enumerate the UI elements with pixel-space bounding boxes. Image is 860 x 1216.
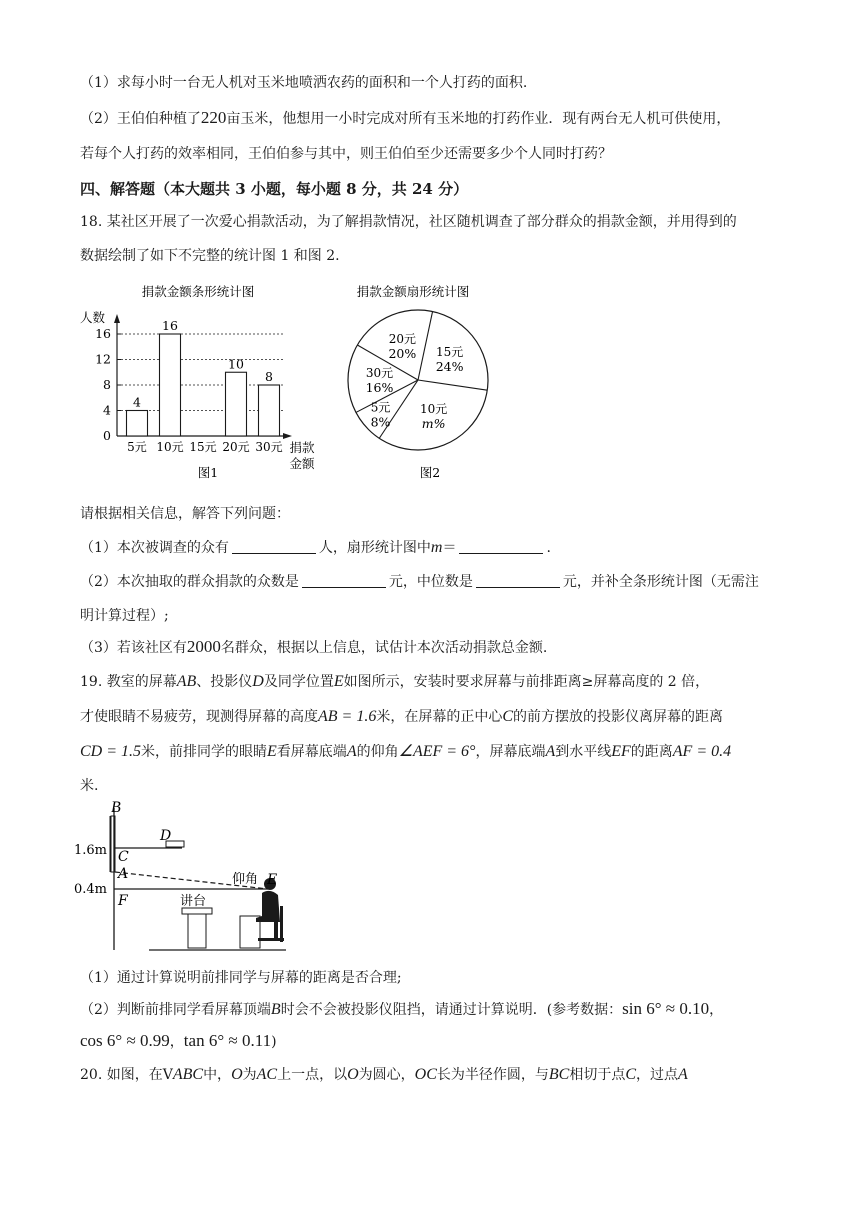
pie-chart-title: 捐款金额扇形统计图: [356, 284, 470, 299]
answer-blank[interactable]: [476, 573, 560, 588]
pie-slice-name: 20元: [388, 331, 416, 346]
y-tick-label: 4: [103, 402, 111, 418]
bar: [160, 334, 181, 436]
label-b: B: [111, 799, 121, 816]
q17-part2-cont: 若每个人打药的效率相同，王伯伯参与其中，则王伯伯至少还需要多少个人同时打药？: [80, 146, 612, 162]
bar-data-label: 16: [162, 318, 178, 333]
x-tick-label: 5元: [127, 440, 147, 454]
bar-data-label: 8: [265, 369, 273, 384]
q19-line3: CD = 1.5米，前排同学的眼睛E看屏幕底端A的仰角∠AEF = 6°，屏幕底端A到水平线EF的距离AF = 0.4: [80, 743, 732, 760]
bar: [226, 372, 247, 436]
q17-part2: （2）王伯伯种植了220亩玉米，他想用一小时完成对所有玉米地的打药作业．现有两台无人机可供使用，: [80, 108, 731, 127]
q19-line1: 19. 教室的屏幕AB、投影仪D及同学位置E如图所示，安装时要求屏幕与前排距离≥屏幕高度的 2 倍，: [80, 673, 710, 690]
q18-sub2-cont: 明计算过程）;: [80, 608, 169, 624]
y-tick-label: 16: [95, 326, 111, 341]
q19-sub2-cont: cos 6° ≈ 0.99，tan 6° ≈ 0.11): [80, 1031, 277, 1050]
pie-slice-percent: 20%: [388, 345, 417, 361]
bar-chart-xlabel-1: 捐款: [289, 440, 315, 455]
label-e: E: [267, 872, 278, 888]
pie-slice-name: 30元: [365, 366, 394, 381]
answer-blank[interactable]: [232, 539, 316, 554]
x-axis-arrow: [283, 433, 292, 439]
bar-chart-title: 捐款金额条形统计图: [141, 284, 255, 299]
label-height-1-6: 1.6m: [74, 843, 108, 858]
bar-chart-xlabel-2: 金额: [289, 456, 315, 471]
q18-sub3: （3）若该社区有2000名群众，根据以上信息，试估计本次活动捐款总金额.: [80, 637, 548, 656]
q19-sub2: （2）判断前排同学看屏幕顶端B时会不会被投影仪阻挡，请通过计算说明．(参考数据：sin 6° ≈ 0.10，: [80, 999, 724, 1018]
bar-chart-ylabel: 人数: [80, 310, 106, 325]
bar-chart-caption: 图1: [197, 465, 219, 480]
q17-part1: （1）求每小时一台无人机对玉米地喷洒农药的面积和一个人打药的面积.: [80, 75, 528, 91]
x-tick-label: 10元: [156, 440, 184, 454]
bar-data-label: 10: [228, 356, 244, 372]
label-f: F: [118, 893, 128, 909]
label-podium: 讲台: [180, 894, 207, 909]
q20-line1: 20. 如图，在VABC中，O为AC上一点，以O为圆心，OC长为半径作圆，与BC相切于点C，过点A: [80, 1066, 688, 1083]
q18-prompt: 请根据相关信息，解答下列问题：: [80, 506, 290, 522]
section-title: 四、解答题（本大题共 3 小题，每小题 8 分，共 24 分）: [80, 180, 469, 198]
classroom-diagram: [74, 798, 304, 958]
q18-sub1: （1）本次被调查的众有 人，扇形统计图中m＝ .: [80, 539, 551, 556]
label-a: A: [118, 866, 129, 882]
pie-slice-name: 5元: [370, 400, 391, 415]
x-tick-label: 30元: [255, 440, 283, 454]
pie-slice-percent: 8%: [370, 414, 391, 430]
answer-blank[interactable]: [459, 539, 543, 554]
x-tick-label: 20元: [222, 440, 250, 454]
q18-sub2: （2）本次抽取的群众捐款的众数是 元，中位数是 元，并补全条形统计图（无需注: [80, 574, 759, 590]
label-height-0-4: 0.4m: [74, 882, 108, 897]
bar: [259, 385, 280, 436]
pie-slice-percent: 16%: [365, 380, 394, 396]
q19-line2: 才使眼睛不易疲劳，现测得屏幕的高度AB = 1.6米，在屏幕的正中心C的前方摆放的投影仪离屏幕的距离: [80, 708, 724, 725]
q19-line4: 米.: [80, 778, 99, 794]
bar: [127, 411, 148, 437]
bar-data-label: 4: [133, 394, 141, 410]
y-tick-label: 12: [95, 351, 111, 367]
y-tick-label: 0: [103, 428, 111, 443]
label-c: C: [118, 849, 129, 865]
pie-slice-boundary: [418, 312, 433, 380]
podium-body: [188, 914, 206, 948]
label-elevation-angle: 仰角: [232, 872, 259, 887]
q18-intro-1: 18. 某社区开展了一次爱心捐款活动，为了解捐款情况，社区随机调查了部分群众的捐款金额，并用得到的: [80, 214, 737, 230]
pie-chart: [336, 278, 506, 484]
answer-blank[interactable]: [302, 573, 386, 588]
bar-chart: [74, 278, 334, 480]
x-tick-label: 15元: [189, 440, 217, 454]
pie-chart-caption: 图2: [419, 465, 441, 480]
y-axis-arrow: [114, 314, 120, 323]
label-d: D: [160, 828, 172, 844]
q18-intro-2: 数据绘制了如下不完整的统计图 1 和图 2.: [80, 248, 340, 264]
q19-sub1: （1）通过计算说明前排同学与屏幕的距离是否合理;: [80, 970, 402, 986]
pie-slice-percent: 24%: [435, 359, 464, 375]
pie-slice-percent: m%: [421, 416, 446, 432]
pie-slice-name: 10元: [420, 402, 448, 417]
y-tick-label: 8: [103, 377, 111, 392]
pie-slice-boundary: [418, 380, 487, 390]
pie-slice-name: 15元: [435, 345, 464, 360]
